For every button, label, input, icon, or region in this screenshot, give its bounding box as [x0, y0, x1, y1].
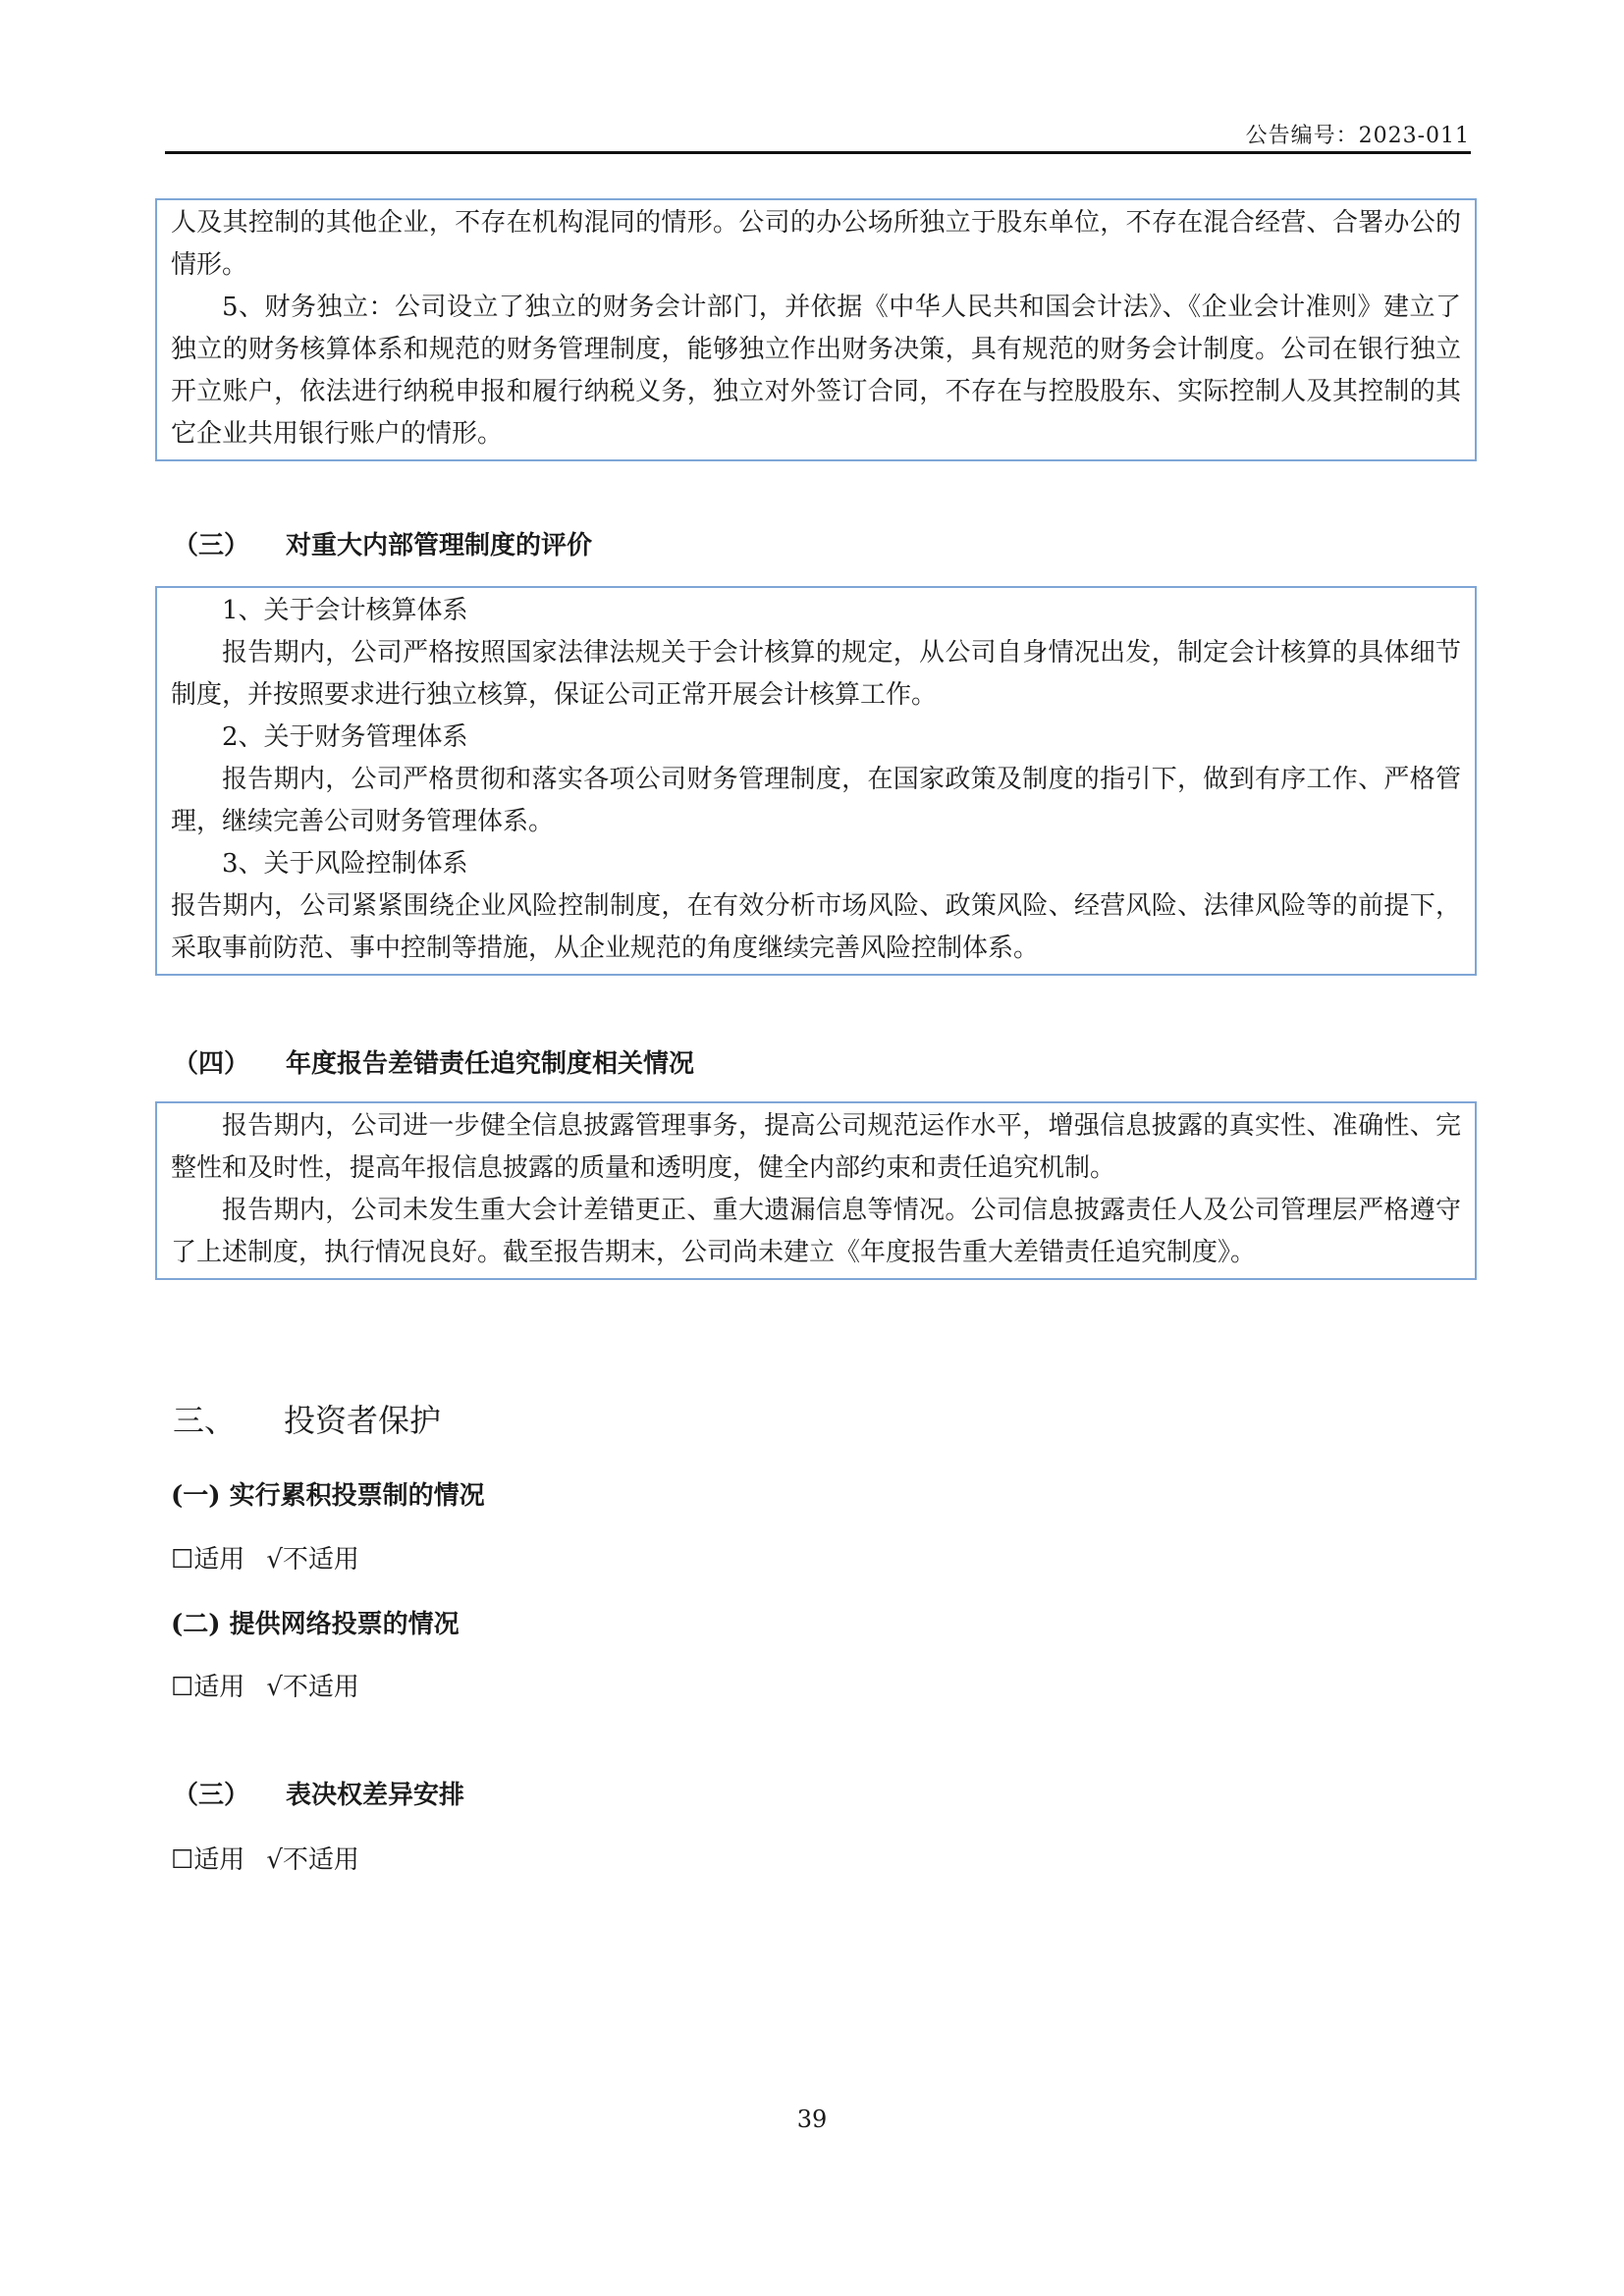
section-heading-voting-rights [173, 1775, 464, 1811]
paragraph: 报告期内，公司进一步健全信息披露管理事务，提高公司规范运作水平，增强信息披露的真实性、准确性、完整性和及时性，提高年报信息披露的质量和透明度，健全内部约束和责任追究机制。 [171, 1111, 1461, 1183]
item-online-voting: (二) 提供网络投票的情况 [171, 1610, 460, 1639]
option-row [171, 1539, 359, 1575]
section-number: （三） [173, 531, 250, 561]
paragraph: 报告期内，公司严格贯彻和落实各项公司财务管理制度，在国家政策及制度的指引下，做到有序工作、严格管理，继续完善公司财务管理体系。 [171, 765, 1461, 836]
section-heading-error-accountability [173, 1043, 694, 1080]
item-cumulative-voting: (一) 实行累积投票制的情况 [171, 1481, 485, 1511]
paragraph: 报告期内，公司紧紧围绕企业风险控制制度，在有效分析市场风险、政策风险、经营风险、法律风险等的前提下，采取事前防范、事中控制等措施，从企业规范的角度继续完善风险控制体系。 [171, 891, 1461, 963]
section-title: 表决权差异安排 [286, 1781, 465, 1810]
chapter-number: 三、 [173, 1402, 237, 1439]
checkbox-not-applicable: √不适用 [266, 1545, 359, 1575]
internal-management-box [155, 586, 1477, 976]
option-row [171, 1840, 359, 1876]
subheading: 1、关于会计核算体系 [222, 596, 468, 625]
chapter-title: 投资者保护 [284, 1402, 442, 1439]
paragraph: 报告期内，公司严格按照国家法律法规关于会计核算的规定，从公司自身情况出发，制定会计核算的具体细节制度，并按照要求进行独立核算，保证公司正常开展会计核算工作。 [171, 638, 1461, 710]
checkbox-applicable: ☐适用 [171, 1545, 245, 1575]
checkbox-not-applicable: √不适用 [266, 1845, 359, 1875]
section-heading-internal-management [173, 525, 592, 561]
subheading: 2、关于财务管理体系 [222, 722, 468, 752]
option-row [171, 1667, 359, 1703]
independence-text-box [155, 198, 1477, 461]
header-divider [165, 151, 1471, 154]
announcement-number: 公告编号：2023-011 [1245, 124, 1470, 148]
checkbox-applicable: ☐适用 [171, 1673, 245, 1702]
section-title: 年度报告差错责任追究制度相关情况 [286, 1049, 695, 1079]
section-title: 对重大内部管理制度的评价 [286, 531, 593, 561]
section-number: （三） [173, 1781, 250, 1810]
subheading: 3、关于风险控制体系 [222, 849, 468, 879]
paragraph: 报告期内，公司未发生重大会计差错更正、重大遗漏信息等情况。公司信息披露责任人及公司管理层严格遵守了上述制度，执行情况良好。截至报告期末，公司尚未建立《年度报告重大差错责任追究制度》。 [171, 1196, 1461, 1267]
paragraph: 人及其控制的其他企业，不存在机构混同的情形。公司的办公场所独立于股东单位，不存在混合经营、合署办公的情形。 [171, 208, 1461, 280]
error-accountability-box [155, 1101, 1477, 1280]
section-number: （四） [173, 1049, 250, 1079]
checkbox-not-applicable: √不适用 [266, 1673, 359, 1702]
chapter-heading-investor-protection [173, 1396, 441, 1441]
checkbox-applicable: ☐适用 [171, 1845, 245, 1875]
page-number: 39 [796, 2106, 828, 2133]
paragraph: 5、财务独立：公司设立了独立的财务会计部门，并依据《中华人民共和国会计法》、《企业会计准则》建立了独立的财务核算体系和规范的财务管理制度，能够独立作出财务决策，具有规范的财务会计制度。公司在银行独立开立账户，依法进行纳税申报和履行纳税义务，独立对外签订合同，不存在与控股股东、实际控制人及其控制的其它企业共用银行账户的情形。 [171, 293, 1461, 449]
